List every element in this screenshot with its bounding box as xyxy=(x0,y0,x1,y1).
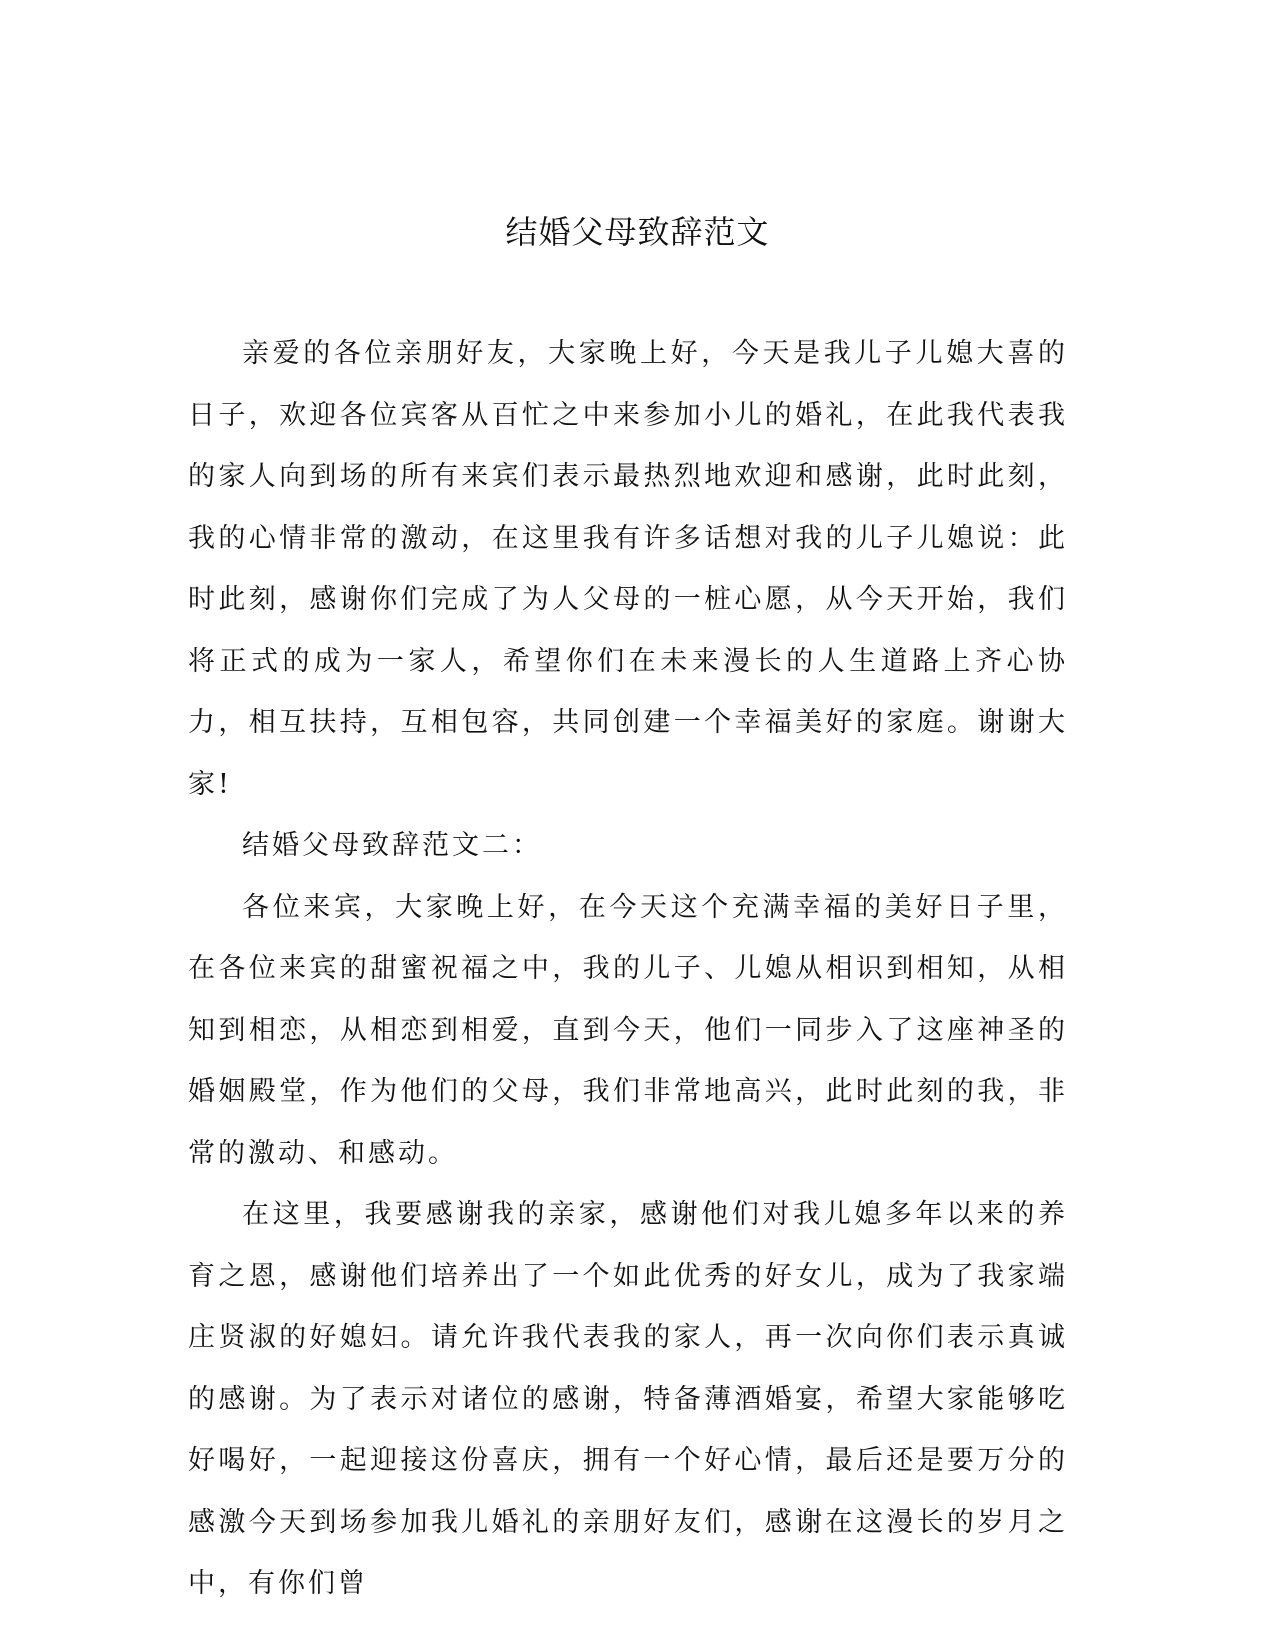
paragraph-guests: 各位来宾，大家晚上好，在今天这个充满幸福的美好日子里，在各位来宾的甜蜜祝福之中，我的儿子、儿媳从相识到相知，从相知到相恋，从相恋到相爱，直到今天，他们一同步入了这座神圣的婚姻殿堂，作为他们的父母，我们非常地高兴，此时此刻的我，非常的激动、和感动。 xyxy=(188,891,1068,1169)
paragraph-thanks: 在这里，我要感谢我的亲家，感谢他们对我儿媳多年以来的养育之恩，感谢他们培养出了一个如此优秀的好女儿，成为了我家端庄贤淑的好媳妇。请允许我代表我的家人，再一次向你们表示真诚的感谢。为了表示对诸位的感谢，特备薄酒婚宴，希望大家能够吃好喝好，一起迎接这份喜庆，拥有一个好心情，最后还是要万分的感激今天到场参加我儿婚礼的亲朋好友们，感谢在这漫长的岁月之中，有你们曾 xyxy=(188,1199,1068,1599)
paragraph-heading-two: 结婚父母致辞范文二： xyxy=(242,830,542,861)
document-body xyxy=(188,323,1068,1615)
paragraph-welcome: 亲爱的各位亲朋好友，大家晚上好，今天是我儿子儿媳大喜的日子，欢迎各位宾客从百忙之中来参加小儿的婚礼，在此我代表我的家人向到场的所有来宾们表示最热烈地欢迎和感谢，此时此刻，我的心情非常的激动，在这里我有许多话想对我的儿子儿媳说：此时此刻，感谢你们完成了为人父母的一桩心愿，从今天开始，我们将正式的成为一家人，希望你们在未来漫长的人生道路上齐心协力，相互扶持，互相包容，共同创建一个幸福美好的家庭。谢谢大家! xyxy=(188,338,1068,800)
document-title: 结婚父母致辞范文 xyxy=(505,213,770,251)
